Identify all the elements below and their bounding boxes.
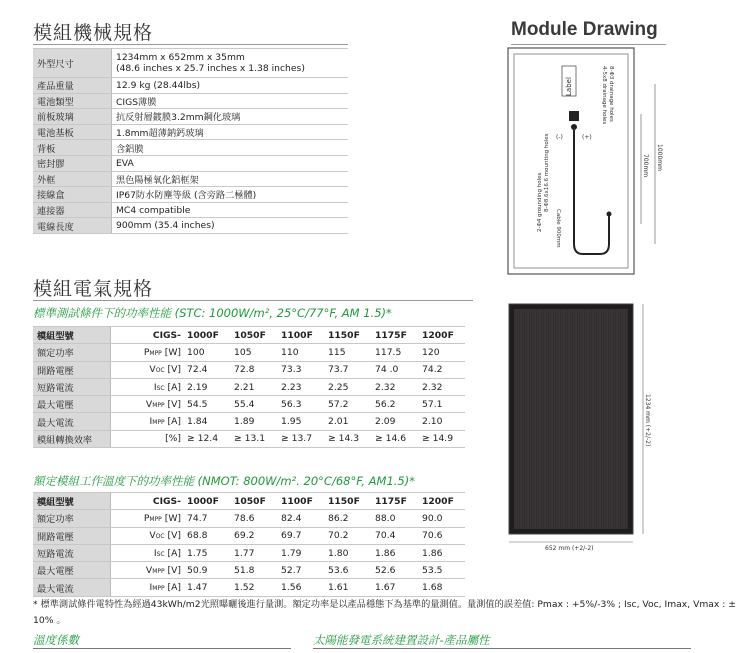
spec-value: 1.52: [230, 579, 277, 596]
mech-row: [33, 109, 348, 125]
unit-bracket: [%]: [165, 433, 181, 445]
spec-value: 100: [183, 344, 230, 361]
mech-value: [111, 171, 348, 187]
unit-symbol: I: [149, 416, 153, 428]
spec-unit: [110, 579, 183, 596]
plus-terminal: (+): [582, 134, 592, 141]
unit-bracket: [A]: [164, 582, 181, 594]
spec-value: 53.6: [324, 562, 371, 579]
mech-label: 電池類型: [33, 93, 111, 109]
unit-subscript: MPP: [149, 349, 162, 357]
mech-label: 密封膠: [33, 155, 111, 171]
spec-value: 1.80: [324, 544, 371, 561]
unit-bracket: [A]: [164, 416, 181, 428]
spec-unit: [110, 510, 183, 527]
mech-value: [111, 78, 348, 94]
module-front-drawing: [505, 300, 665, 560]
mech-value-line: 黑色陽極氧化鋁框架: [115, 174, 199, 186]
spec-label: 開路電壓: [33, 527, 110, 544]
spec-value: 73.3: [277, 361, 324, 378]
spec-row: [33, 544, 465, 561]
mech-row: [33, 218, 348, 234]
spec-label: 額定功率: [33, 510, 110, 527]
spec-value: 1.95: [277, 413, 324, 430]
stc-heading: 標準測試條件下的功率性能 (STC: 1000W/m², 25°C/77°F, AM 1.5)*: [33, 306, 392, 320]
mech-row: [33, 140, 348, 156]
spec-value: 72.4: [183, 361, 230, 378]
mech-row: [33, 202, 348, 218]
spec-value: 57.1: [418, 396, 465, 413]
mech-value-line: 1234mm x 652mm x 35mm: [115, 52, 245, 63]
spec-label: 開路電壓: [33, 361, 110, 378]
spec-value: 1.56: [277, 579, 324, 596]
spec-label: 最大電壓: [33, 562, 110, 579]
cable-length: Cable 900mm: [555, 209, 561, 248]
mech-value: [111, 109, 348, 125]
electrical-title: 模組電氣規格: [33, 278, 154, 300]
module-back-drawing: [505, 44, 665, 279]
spec-value: 82.4: [277, 510, 324, 527]
spec-label: 模組轉換效率: [33, 430, 110, 447]
mech-value: [111, 49, 348, 78]
mechanical-spec-table: [33, 48, 348, 234]
mech-value-line: CIGS薄膜: [115, 96, 157, 108]
spec-value: 117.5: [371, 344, 418, 361]
nmot-heading: 額定模組工作溫度下的功率性能 (NMOT: 800W/m². 20°C/68°F, AM1.5)*: [33, 474, 415, 488]
spec-value: ≥ 14.3: [324, 430, 371, 447]
mech-row: [33, 171, 348, 187]
mech-value-line: 抗反射層鍍膜3.2mm鋼化玻璃: [115, 112, 241, 124]
model-name: 1150F: [324, 493, 371, 510]
spec-unit: [110, 527, 183, 544]
unit-symbol: P: [143, 346, 150, 358]
spec-value: 51.8: [230, 562, 277, 579]
mech-value-line: 含鋁膜: [115, 143, 144, 155]
spec-value: 2.21: [230, 378, 277, 395]
spec-label: 最大電流: [33, 579, 110, 596]
mech-value-line2: (48.6 inches x 25.7 inches x 1.38 inches): [115, 63, 305, 74]
dim-700: 700mm: [642, 154, 649, 178]
mech-row: [33, 93, 348, 109]
mech-value-line: IP67防水防塵等級 (含旁路二極體): [115, 190, 257, 202]
mech-value: [111, 218, 348, 234]
spec-value: 73.7: [324, 361, 371, 378]
spec-value: 90.0: [418, 510, 465, 527]
header-row: [33, 493, 465, 510]
spec-row: [33, 510, 465, 527]
spec-row: [33, 413, 465, 430]
spec-label: 短路電流: [33, 544, 110, 561]
spec-unit: [110, 430, 183, 447]
unit-symbol: I: [153, 547, 157, 559]
nmot-table: [33, 492, 465, 597]
mech-label: 電線長度: [33, 218, 111, 234]
mech-label: 電池基板: [33, 124, 111, 140]
mech-value-line: EVA: [115, 157, 134, 169]
spec-value: 70.6: [418, 527, 465, 544]
spec-value: 78.6: [230, 510, 277, 527]
model-label: 模組型號: [33, 493, 110, 510]
spec-unit: [110, 544, 183, 561]
mech-label: 連接器: [33, 202, 111, 218]
spec-value: ≥ 14.9: [418, 430, 465, 447]
unit-subscript: OC: [155, 367, 165, 375]
unit-symbol: V: [145, 564, 153, 576]
mech-value: [111, 93, 348, 109]
spec-row: [33, 430, 465, 447]
system-design-heading: 太陽能發電系統建置設計-產品屬性: [313, 633, 490, 647]
model-name: 1100F: [277, 327, 324, 344]
spec-unit: [110, 361, 183, 378]
mech-value: [111, 124, 348, 140]
footnote: * 標準測試條件電特性為經過43kWh/m2光照曝曬後進行量測。額定功率是以產品穩態下為基準的量測值。量測值的誤差值: Pmax : +5%/-3% ; Isc, Voc, Imax, Vmax : ± 10% 。: [33, 599, 737, 626]
mechanical-title-rule: [33, 44, 348, 45]
label-text: Label: [565, 77, 573, 96]
drain-holes-1: 8-Φ3 drainage holes: [608, 66, 614, 122]
header-row: [33, 327, 465, 344]
spec-value: 52.7: [277, 562, 324, 579]
spec-value: 1.77: [230, 544, 277, 561]
unit-symbol: I: [149, 582, 153, 594]
spec-unit: [110, 378, 183, 395]
cable: [574, 130, 609, 254]
spec-value: 1.68: [418, 579, 465, 596]
unit-bracket: [A]: [164, 547, 181, 559]
mech-value-line: 900mm (35.4 inches): [115, 220, 215, 232]
spec-value: 1.75: [183, 544, 230, 561]
model-name: 1150F: [324, 327, 371, 344]
unit-symbol: V: [149, 530, 156, 542]
spec-value: 2.23: [277, 378, 324, 395]
mount-holes: 8-Φ8.6x16.6 mounting holes: [544, 133, 550, 212]
spec-value: 50.9: [183, 562, 230, 579]
unit-bracket: [V]: [164, 364, 181, 376]
spec-value: 1.47: [183, 579, 230, 596]
spec-value: 53.5: [418, 562, 465, 579]
spec-value: 1.89: [230, 413, 277, 430]
mech-label: 外框: [33, 171, 111, 187]
unit-bracket: [V]: [164, 398, 181, 410]
mech-value: [111, 202, 348, 218]
spec-value: 1.86: [418, 544, 465, 561]
spec-row: [33, 562, 465, 579]
spec-value: ≥ 12.4: [183, 430, 230, 447]
spec-value: 52.6: [371, 562, 418, 579]
mech-value: [111, 155, 348, 171]
spec-unit: [110, 413, 183, 430]
ground-holes: 2-Φ4 grounding holes: [537, 172, 543, 232]
unit-bracket: [A]: [164, 381, 181, 393]
spec-value: 54.5: [183, 396, 230, 413]
bottom-right-rule: [313, 648, 691, 649]
spec-value: 70.4: [371, 527, 418, 544]
mech-label: 產品重量: [33, 78, 111, 94]
mech-row: [33, 78, 348, 94]
mech-label: 背板: [33, 140, 111, 156]
model-name: 1200F: [418, 493, 465, 510]
spec-value: 55.4: [230, 396, 277, 413]
cell-area: [514, 309, 628, 529]
spec-value: 70.2: [324, 527, 371, 544]
spec-value: 86.2: [324, 510, 371, 527]
spec-value: 105: [230, 344, 277, 361]
electrical-title-rule: [33, 300, 473, 301]
spec-value: 69.2: [230, 527, 277, 544]
mech-label: 外型尺寸: [33, 49, 111, 78]
spec-value: 74 .0: [371, 361, 418, 378]
spec-row: [33, 579, 465, 596]
spec-value: 68.8: [183, 527, 230, 544]
unit-subscript: SC: [156, 384, 165, 392]
mechanical-title: 模組機械規格: [33, 22, 154, 44]
spec-value: 120: [418, 344, 465, 361]
model-name: 1050F: [230, 493, 277, 510]
spec-unit: [110, 344, 183, 361]
spec-value: 1.61: [324, 579, 371, 596]
unit-symbol: P: [143, 512, 150, 524]
spec-value: 1.67: [371, 579, 418, 596]
model-name: 1175F: [371, 493, 418, 510]
spec-value: 2.09: [371, 413, 418, 430]
stc-table: [33, 326, 465, 448]
unit-subscript: MPP: [149, 515, 162, 523]
mech-label: 前板玻璃: [33, 109, 111, 125]
temperature-coefficient-heading: 溫度係數: [33, 633, 79, 647]
mech-label: 接線盒: [33, 187, 111, 203]
unit-bracket: [V]: [164, 530, 181, 542]
unit-bracket: [V]: [164, 564, 181, 576]
unit-bracket: [W]: [161, 346, 181, 358]
spec-value: 1.86: [371, 544, 418, 561]
spec-value: 2.25: [324, 378, 371, 395]
dim-1000: 1000mm: [656, 144, 663, 171]
spec-value: 115: [324, 344, 371, 361]
drain-holes-2: 4-5x8 drainage holes: [601, 66, 607, 125]
model-name: 1175F: [371, 327, 418, 344]
spec-row: [33, 396, 465, 413]
mech-value-line: 1.8mm超薄鈉鈣玻璃: [115, 128, 204, 140]
mech-row: [33, 155, 348, 171]
model-prefix: CIGS-: [110, 493, 183, 510]
spec-value: 74.2: [418, 361, 465, 378]
unit-subscript: SC: [156, 550, 165, 558]
spec-row: [33, 361, 465, 378]
spec-value: ≥ 13.1: [230, 430, 277, 447]
mech-row: [33, 187, 348, 203]
unit-subscript: OC: [155, 533, 165, 541]
spec-value: 1.84: [183, 413, 230, 430]
junction-box: [569, 111, 579, 121]
spec-label: 額定功率: [33, 344, 110, 361]
mech-value-line: MC4 compatible: [115, 204, 191, 216]
spec-value: 1.79: [277, 544, 324, 561]
spec-label: 短路電流: [33, 378, 110, 395]
mech-value-line: 12.9 kg (28.44lbs): [115, 79, 201, 91]
spec-value: 2.32: [371, 378, 418, 395]
spec-value: 57.2: [324, 396, 371, 413]
unit-symbol: V: [145, 398, 153, 410]
unit-symbol: I: [153, 381, 157, 393]
spec-value: 56.3: [277, 396, 324, 413]
spec-value: 69.7: [277, 527, 324, 544]
mech-row: [33, 49, 348, 78]
model-name: 1000F: [183, 493, 230, 510]
dim-1234: 1234 mm (+2/-2): [644, 394, 651, 447]
unit-subscript: MPP: [152, 419, 165, 427]
spec-unit: [110, 396, 183, 413]
model-name: 1200F: [418, 327, 465, 344]
unit-symbol: V: [149, 364, 156, 376]
spec-value: ≥ 14.6: [371, 430, 418, 447]
mech-value: [111, 140, 348, 156]
model-name: 1100F: [277, 493, 324, 510]
mech-row: [33, 124, 348, 140]
spec-value: 88.0: [371, 510, 418, 527]
spec-value: 110: [277, 344, 324, 361]
model-name: 1000F: [183, 327, 230, 344]
spec-value: 74.7: [183, 510, 230, 527]
spec-row: [33, 527, 465, 544]
spec-value: 2.19: [183, 378, 230, 395]
bottom-left-rule: [33, 648, 291, 649]
model-name: 1050F: [230, 327, 277, 344]
spec-value: 72.8: [230, 361, 277, 378]
spec-label: 最大電壓: [33, 396, 110, 413]
drawing-title: Module Drawing: [511, 19, 658, 40]
spec-value: 56.2: [371, 396, 418, 413]
spec-value: 2.01: [324, 413, 371, 430]
spec-value: 2.32: [418, 378, 465, 395]
model-prefix: CIGS-: [110, 327, 183, 344]
spec-unit: [110, 562, 183, 579]
spec-row: [33, 344, 465, 361]
unit-subscript: MPP: [152, 401, 165, 409]
unit-subscript: MPP: [152, 567, 165, 575]
minus-terminal: (-): [556, 134, 563, 141]
spec-row: [33, 378, 465, 395]
spec-value: 2.10: [418, 413, 465, 430]
spec-label: 最大電流: [33, 413, 110, 430]
unit-bracket: [W]: [161, 512, 181, 524]
spec-value: ≥ 13.7: [277, 430, 324, 447]
model-label: 模組型號: [33, 327, 110, 344]
mech-value: [111, 187, 348, 203]
dim-652: 652 mm (+2/-2): [545, 545, 594, 552]
unit-subscript: MPP: [152, 585, 165, 593]
